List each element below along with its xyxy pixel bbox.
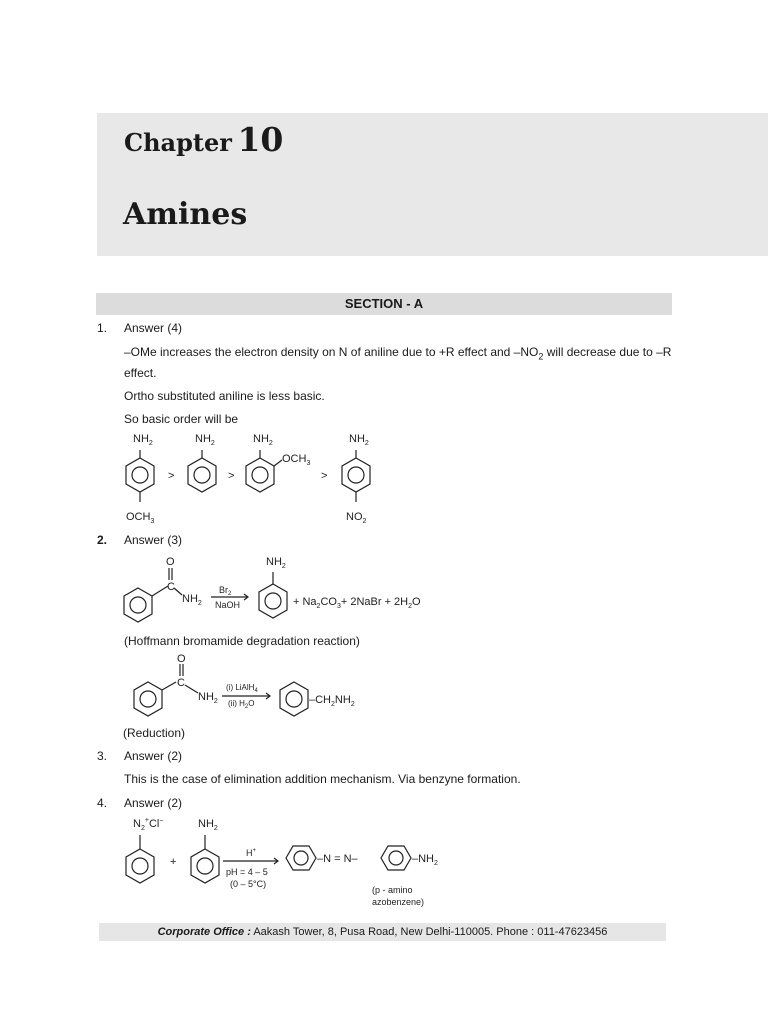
q2-amide-nh2-2: [198, 691, 218, 705]
benzamide-aromatic-2: [140, 691, 156, 707]
benzylamine-aromatic: [286, 691, 302, 707]
q2-amide-nh2-2-sub: 2: [213, 698, 218, 705]
aromatic-circle-3: [252, 467, 268, 483]
no2-sub: 2: [362, 518, 367, 525]
q1-line1-a: –OMe increases the electron density on N of aniline due to +R effect and –NO: [124, 345, 539, 359]
nh2-label-2: [195, 433, 215, 447]
q4-product-nh2: [412, 853, 438, 867]
q2-br2-sub: 2: [228, 591, 232, 597]
no2-label: [346, 511, 367, 525]
benzamide-ring-2: [134, 682, 162, 716]
nh2-3-main: NH: [253, 433, 269, 445]
q4-diazo-cl: Cl: [148, 818, 160, 830]
q2-amide-nh2-main: NH: [182, 593, 198, 605]
product-ring-2: [381, 846, 411, 870]
q4-temp: (0 – 5°C): [230, 879, 267, 889]
benzamide-aromatic: [130, 597, 146, 613]
q2-o-label-2: O: [177, 653, 186, 665]
nh2-3-sub: 2: [268, 440, 273, 447]
q2-products-d: O: [412, 596, 421, 608]
gt-symbol-3: >: [321, 470, 328, 482]
chapter-label: [124, 120, 283, 159]
q2-h2o-s: 2: [244, 704, 249, 710]
benzene-ring-2: [188, 458, 216, 492]
nh2-label-4: [349, 433, 369, 447]
q2-br2-main: Br: [219, 585, 228, 595]
q2-products-s1: 2: [316, 603, 321, 610]
benzene-ring-4: [342, 458, 370, 492]
q2-products: [293, 596, 421, 610]
product-aromatic-2: [389, 851, 403, 865]
q2-ch2nh2-s2: 2: [350, 701, 355, 708]
q4-diazo-plus: +: [144, 817, 149, 824]
q3-answer: Answer (2): [124, 749, 183, 763]
q1-line2: effect.: [124, 366, 157, 380]
q4-diazo-sub: 2: [140, 825, 145, 832]
bond-c-n-2: [185, 685, 198, 693]
q4-h-plus: [246, 848, 257, 858]
q2-aniline-nh2: [266, 556, 286, 570]
q2-amide-nh2-sub: 2: [197, 600, 202, 607]
section-heading: SECTION - A: [96, 293, 672, 315]
bond-ring-c: [152, 586, 168, 596]
och3-para-sub: 3: [150, 518, 155, 525]
q2-products-s2: 3: [336, 603, 341, 610]
bond-c-n: [174, 588, 182, 595]
nh2-2-main: NH: [195, 433, 211, 445]
q1-answer: Answer (4): [124, 321, 183, 335]
q1-line4: So basic order will be: [124, 412, 239, 426]
q2-reduction-caption: (Reduction): [123, 726, 186, 740]
q4-ph: pH = 4 – 5: [226, 867, 268, 877]
q2-ch2nh2-b: NH: [334, 694, 351, 706]
och3-label-ortho: [282, 453, 310, 467]
chapter-title: Amines: [123, 197, 248, 232]
nh2-4-sub: 2: [364, 440, 369, 447]
q4-nh2-main: NH: [198, 818, 214, 830]
q4-plus: +: [170, 856, 177, 868]
footer-text: Aakash Tower, 8, Pusa Road, New Delhi-110005. Phone : 011-47623456: [250, 926, 608, 938]
q4-nh2-sub: 2: [213, 825, 218, 832]
no2-main: NO: [346, 511, 363, 523]
nh2-2-sub: 2: [210, 440, 215, 447]
q2-amide-nh2-2-main: NH: [198, 691, 214, 703]
q4-product-nh2-main: –NH: [412, 853, 435, 865]
q2-o-label: O: [166, 556, 175, 568]
q2-ch2nh2: [309, 694, 355, 708]
q2-br2: [219, 585, 232, 597]
footer-label: Corporate Office :: [157, 926, 251, 938]
aromatic-circle-1: [132, 467, 148, 483]
bond-3b: [274, 460, 282, 466]
q2-lialh4-main: (i) LiAlH: [226, 683, 255, 692]
q2-naoh: NaOH: [215, 600, 241, 610]
footer-bar: [99, 923, 666, 941]
q2-ch2nh2-s1: 2: [331, 701, 335, 708]
q3-text: This is the case of elimination addition mechanism. Via benzyne formation.: [124, 772, 521, 786]
nh2-label-1: [133, 433, 153, 447]
nh2-4-main: NH: [349, 433, 365, 445]
q2-c-label-2: C: [177, 677, 185, 689]
q4-diazo-n: N: [133, 818, 141, 830]
q2-products-b: CO: [320, 596, 337, 608]
aromatic-circle-4: [348, 467, 364, 483]
q4-number: 4.: [97, 796, 108, 810]
aniline-aromatic: [265, 593, 281, 609]
q2-lialh4: [226, 683, 258, 694]
chapter-word: Chapter: [124, 128, 232, 157]
och3-label-para: [126, 511, 154, 525]
diazonium-aromatic: [132, 858, 148, 874]
q4-answer: Answer (2): [124, 796, 183, 810]
och3-ortho-sub: 3: [306, 460, 311, 467]
q2-h2o-b: O: [248, 699, 255, 708]
q2-amide-nh2: [182, 593, 202, 607]
chapter-number: 10: [237, 120, 284, 159]
diazonium-ring: [126, 849, 154, 883]
gt-symbol-2: >: [228, 470, 235, 482]
gt-symbol-1: >: [168, 470, 175, 482]
q4-h: H: [246, 848, 253, 858]
benzylamine-ring: [280, 682, 308, 716]
bond-ring-c-2: [162, 682, 176, 690]
q2-hoffmann-reaction: [118, 550, 438, 625]
q2-hoffmann-name: (Hoffmann bromamide degradation reaction): [124, 634, 360, 648]
q4-product-nh2-sub: 2: [434, 860, 438, 867]
q2-c-label: C: [167, 581, 175, 593]
benzene-ring-1: [126, 458, 154, 492]
q4-nh2-label: [198, 818, 218, 832]
nh2-label-3: [253, 433, 273, 447]
q2-h2o-a: (ii) H: [228, 699, 245, 708]
q2-lialh4-sub: 4: [254, 688, 258, 694]
q2-products-a: + Na: [293, 596, 317, 608]
q2-answer: Answer (3): [124, 533, 183, 547]
q2-products-s3: 2: [408, 603, 413, 610]
q1-line1: [124, 345, 671, 363]
q2-h2o: [228, 699, 254, 710]
q4-h-sup: +: [252, 848, 257, 854]
q4-azo: –N = N–: [317, 853, 358, 865]
nh2-1-main: NH: [133, 433, 149, 445]
q4-product-name-2: azobenzene): [372, 897, 425, 907]
benzene-ring-3: [246, 458, 274, 492]
aromatic-circle-2: [194, 467, 210, 483]
q4-diazo-label: [133, 817, 163, 832]
benzamide-ring: [124, 588, 152, 622]
q1-line3: Ortho substituted aniline is less basic.: [124, 389, 325, 403]
q4-azo-coupling: [118, 813, 453, 913]
aniline-ring: [259, 584, 287, 618]
aniline-ring-q4: [191, 849, 219, 883]
q2-ch2nh2-a: –CH: [309, 694, 332, 706]
q4-product-name-1: (p - amino: [372, 885, 413, 895]
och3-para-main: OCH: [126, 511, 151, 523]
och3-ortho-main: OCH: [282, 453, 307, 465]
q2-aniline-nh2-main: NH: [266, 556, 282, 568]
q1-line1-sub: 2: [538, 351, 544, 362]
nh2-1-sub: 2: [148, 440, 153, 447]
q1-number: 1.: [97, 321, 108, 335]
q2-reduction-reaction: [118, 652, 378, 724]
product-ring-1: [286, 846, 316, 870]
q3-number: 3.: [97, 749, 108, 763]
q2-aniline-nh2-sub: 2: [281, 563, 286, 570]
product-aromatic-1: [294, 851, 308, 865]
q2-products-c: + 2NaBr + 2H: [340, 596, 409, 608]
aniline-aromatic-q4: [197, 858, 213, 874]
q4-diazo-minus: −: [159, 818, 164, 825]
q2-number: 2.: [97, 533, 108, 547]
q1-line1-b: will decrease due to –R: [543, 345, 672, 359]
q1-basicity-structures: [118, 428, 378, 528]
